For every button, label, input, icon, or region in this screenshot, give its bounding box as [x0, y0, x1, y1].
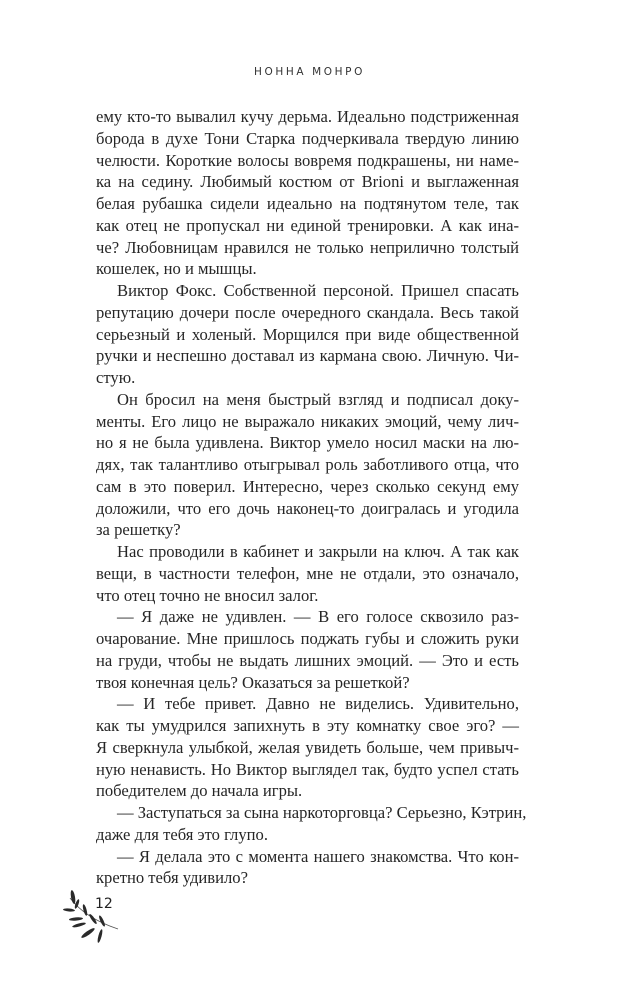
- text-line: белая рубашка сидели идеально на подтянутом теле, так: [96, 194, 519, 213]
- text-line: челюсти. Короткие волосы вовремя подкрашены, ни наме-: [96, 150, 519, 170]
- text-line: — И тебе привет. Давно не виделись. Удивительно,: [117, 694, 519, 714]
- text-line: твоя конечная цель? Оказаться за решеткой?: [96, 672, 410, 692]
- text-line: как отец не пропускал ни единой тренировки. А как ина-: [96, 215, 519, 235]
- text-line: ему кто-то вывалил кучу дерьма. Идеально подстриженная: [96, 107, 519, 126]
- text-line: кошелек, но и мышцы.: [96, 259, 257, 279]
- text-line: кретно тебя удивило?: [96, 868, 248, 888]
- text-line: очарование. Мне пришлось поджать губы и сложить руки: [96, 629, 519, 648]
- text-line: даже для тебя это глупо.: [96, 824, 268, 844]
- text-line: за решетку?: [96, 520, 181, 540]
- text-line: на груди, чтобы не выдать лишних эмоций. — Это и есть: [96, 650, 519, 670]
- text-line: вещи, в частности телефон, мне не отдали, это означало,: [96, 563, 519, 583]
- body-text: [96, 106, 527, 889]
- text-line: — Заступаться за сына наркоторговца? Серьезно, Кэтрин,: [117, 803, 527, 822]
- text-line: стую.: [96, 368, 136, 387]
- text-line: репутацию дочери после очередного скандала. Весь такой: [96, 302, 519, 322]
- text-line: Нас проводили в кабинет и закрыли на ключ. А так как: [117, 542, 519, 561]
- text-line: дях, так талантливо отыгрывал роль заботливого отца, что: [96, 455, 519, 474]
- text-line: Я сверкнула улыбкой, желая увидеть больше, чем привыч-: [96, 737, 519, 757]
- text-line: — Я делала это с момента нашего знакомства. Что кон-: [117, 846, 519, 866]
- text-line: победителем до начала игры.: [96, 781, 303, 801]
- page-number: 12: [95, 896, 113, 912]
- running-header: НОННА МОНРО: [254, 66, 365, 78]
- text-line: но я не была удивлена. Виктор умело носил маски на лю-: [96, 433, 519, 453]
- text-line: доложили, что его дочь наконец-то доигралась и угодила: [96, 498, 519, 518]
- text-line: серьезный и холеный. Морщился при виде общественной: [96, 324, 519, 344]
- text-line: как ты умудрился запихнуть в эту комнатку свое эго? —: [96, 716, 519, 735]
- text-line: борода в духе Тони Старка подчеркивала твердую линию: [96, 128, 519, 148]
- text-line: Виктор Фокс. Собственной персоной. Пришел спасать: [117, 281, 519, 300]
- text-line: ную ненависть. Но Виктор выглядел так, будто успел стать: [96, 759, 519, 779]
- text-line: ка на седину. Любимый костюм от Brioni и выглаженная: [96, 172, 519, 192]
- text-line: Он бросил на меня быстрый взгляд и подписал доку-: [117, 389, 519, 409]
- text-line: сам в это поверил. Интересно, через сколько секунд ему: [96, 476, 519, 496]
- text-line: — Я даже не удивлен. — В его голосе сквозило раз-: [117, 607, 519, 627]
- text-line: менты. Его лицо не выражало никаких эмоций, чему лич-: [96, 411, 519, 431]
- text-line: че? Любовницам нравился не только неприлично толстый: [96, 237, 519, 257]
- text-line: ручки и неспешно доставал из кармана свою. Личную. Чи-: [96, 346, 519, 366]
- text-line: что отец точно не вносил залог.: [96, 585, 319, 605]
